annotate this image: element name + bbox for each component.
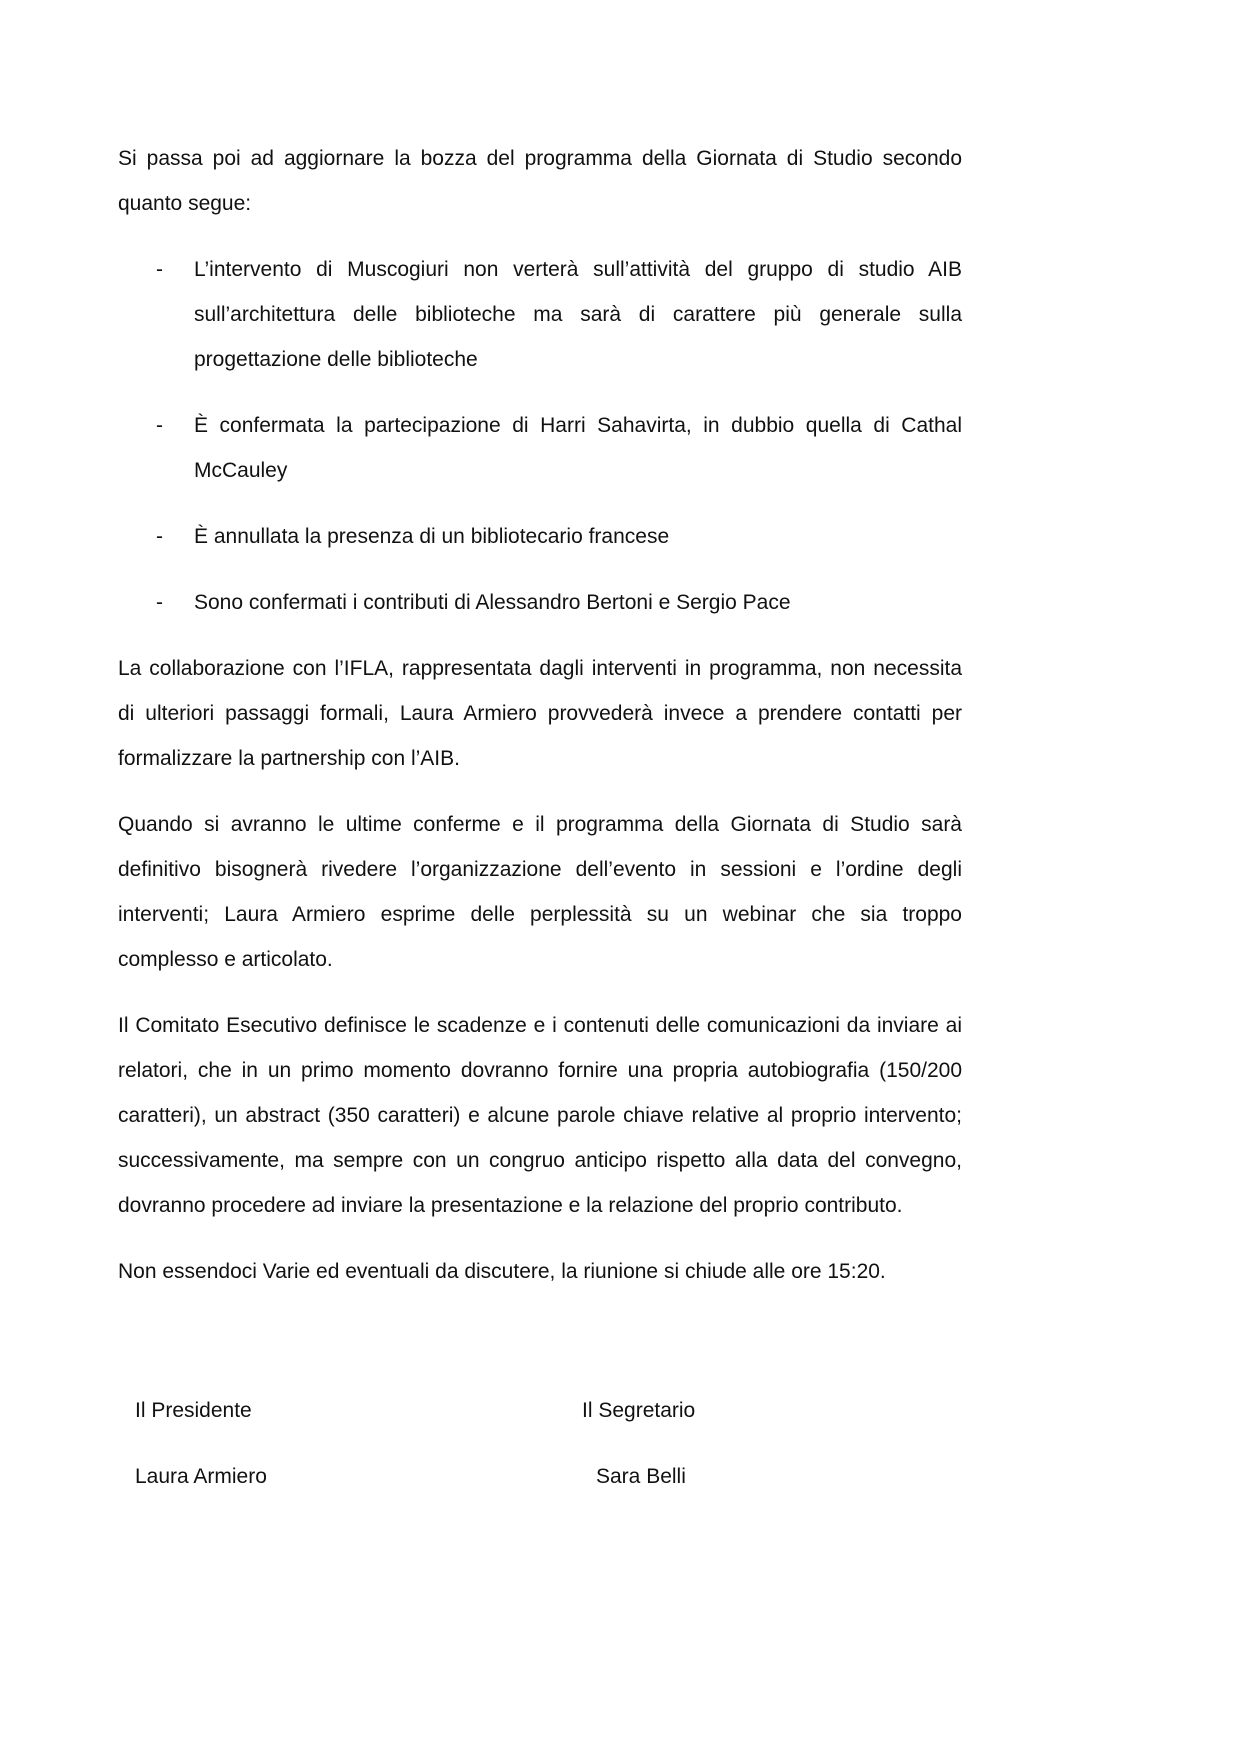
president-name: Laura Armiero bbox=[135, 1465, 267, 1488]
list-item-text: È annullata la presenza di un bibliotecario francese bbox=[194, 525, 670, 548]
intro-paragraph: Si passa poi ad aggiornare la bozza del programma della Giornata di Studio secondo quanto segue: bbox=[118, 147, 962, 215]
president-title: Il Presidente bbox=[135, 1399, 252, 1422]
bullet-dash: - bbox=[156, 591, 163, 614]
bullet-dash: - bbox=[156, 258, 163, 281]
list-item-text: È confermata la partecipazione di Harri Sahavirta, in dubbio quella di Cathal McCauley bbox=[194, 414, 962, 482]
program-update-list bbox=[118, 247, 962, 625]
bullet-dash: - bbox=[156, 414, 163, 437]
program-paragraph: Quando si avranno le ultime conferme e il programma della Giornata di Studio sarà definitivo bisognerà rivedere l’organizzazione dell’evento in sessioni e l’ordine degli interventi; Laura Armiero esprime delle perplessità su un webinar che sia troppo complesso e articolato. bbox=[118, 813, 962, 971]
list-item bbox=[118, 247, 962, 382]
list-item bbox=[118, 580, 962, 625]
list-item-text: Sono confermati i contributi di Alessandro Bertoni e Sergio Pace bbox=[194, 591, 791, 614]
list-item-text: L’intervento di Muscogiuri non verterà sull’attività del gruppo di studio AIB sull’architettura delle biblioteche ma sarà di carattere più generale sulla progettazione delle biblioteche bbox=[194, 258, 962, 371]
list-item bbox=[118, 514, 962, 559]
closing-paragraph: Non essendoci Varie ed eventuali da discutere, la riunione si chiude alle ore 15:20. bbox=[118, 1260, 886, 1283]
list-item bbox=[118, 403, 962, 493]
bullet-dash: - bbox=[156, 525, 163, 548]
secretary-title: Il Segretario bbox=[582, 1399, 696, 1422]
document-body bbox=[118, 136, 962, 1315]
secretary-name: Sara Belli bbox=[596, 1465, 686, 1488]
ifla-paragraph: La collaborazione con l’IFLA, rappresentata dagli interventi in programma, non necessita di ulteriori passaggi formali, Laura Armiero provvederà invece a prendere contatti per formalizzare la partnership con l’AIB. bbox=[118, 657, 962, 770]
deadlines-paragraph: Il Comitato Esecutivo definisce le scadenze e i contenuti delle comunicazioni da inviare ai relatori, che in un primo momento dovranno fornire una propria autobiografia (150/200 caratteri), un abstract (350 caratteri) e alcune parole chiave relative al proprio intervento; successivamente, ma sempre con un congruo anticipo rispetto alla data del convegno, dovranno procedere ad inviare la presentazione e la relazione del proprio contributo. bbox=[118, 1014, 962, 1217]
